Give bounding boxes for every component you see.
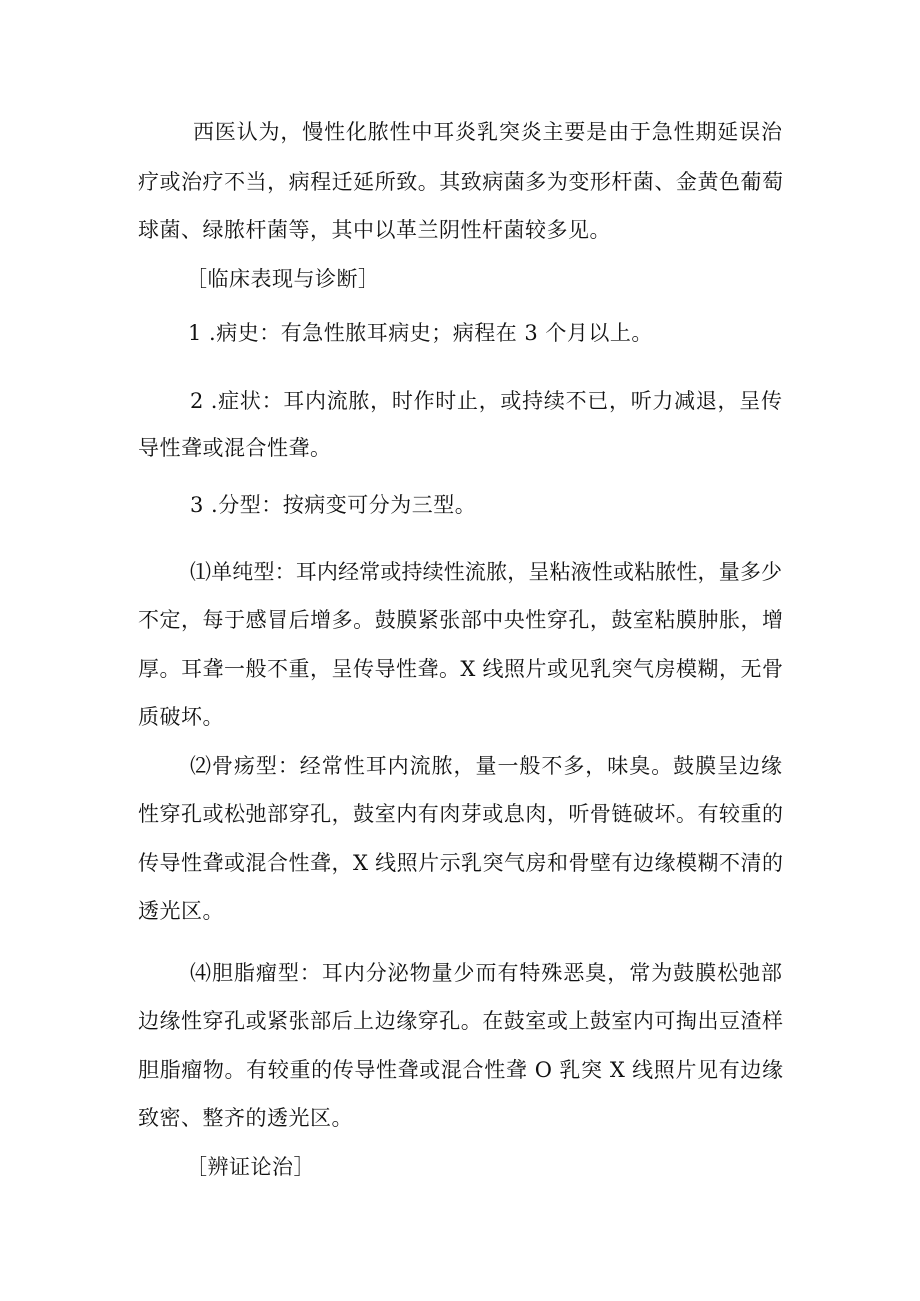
section-heading-clinical: ［临床表现与诊断］ <box>186 267 380 291</box>
section-heading-treatment: ［辨证论治］ <box>186 1155 315 1179</box>
paragraph-intro-line: 球菌、绿脓杆菌等，其中以革兰阴性杆菌较多见。 <box>138 218 611 242</box>
type-osteitis-line: 性穿孔或松弛部穿孔，鼓室内有肉芽或息肉，听骨链破坏。有较重的 <box>138 802 783 826</box>
type-cholesteatoma-line: 边缘性穿孔或紧张部后上边缘穿孔。在鼓室或上鼓室内可掏出豆渣样 <box>138 1009 783 1033</box>
item-symptoms-line: 2 .症状：耳内流脓，时作时止，或持续不已，听力减退，呈传 <box>190 389 782 413</box>
type-cholesteatoma-line: ⑷胆脂瘤型：耳内分泌物量少而有特殊恶臭，常为鼓膜松弛部 <box>190 961 782 985</box>
item-symptoms-line: 导性聋或混合性聋。 <box>138 436 332 460</box>
item-classification: 3 .分型：按病变可分为三型。 <box>190 493 477 517</box>
type-osteitis-line: ⑵骨疡型：经常性耳内流脓，量一般不多，味臭。鼓膜呈边缘 <box>190 754 782 778</box>
type-simple-line: 质破坏。 <box>138 705 224 729</box>
type-simple-line: 厚。耳聋一般不重，呈传导性聋。X 线照片或见乳突气房模糊，无骨 <box>138 657 783 681</box>
paragraph-intro-line: 西医认为，慢性化脓性中耳炎乳突炎主要是由于急性期延误治 <box>193 120 782 144</box>
type-cholesteatoma-line: 胆脂瘤物。有较重的传导性聋或混合性聋 O 乳突 X 线照片见有边缘 <box>138 1058 783 1082</box>
paragraph-intro-line: 疗或治疗不当，病程迁延所致。其致病菌多为变形杆菌、金黄色葡萄 <box>138 170 783 194</box>
type-cholesteatoma-line: 致密、整齐的透光区。 <box>138 1106 353 1130</box>
type-osteitis-line: 传导性聋或混合性聋，X 线照片示乳突气房和骨壁有边缘模糊不清的 <box>138 851 783 875</box>
item-history: 1 .病史：有急性脓耳病史；病程在 3 个月以上。 <box>188 321 653 345</box>
type-simple-line: 不定，每于感冒后增多。鼓膜紧张部中央性穿孔，鼓室粘膜肿胀，增 <box>138 608 783 632</box>
type-osteitis-line: 透光区。 <box>138 899 224 923</box>
type-simple-line: ⑴单纯型：耳内经常或持续性流脓，呈粘液性或粘脓性，量多少 <box>190 560 782 584</box>
